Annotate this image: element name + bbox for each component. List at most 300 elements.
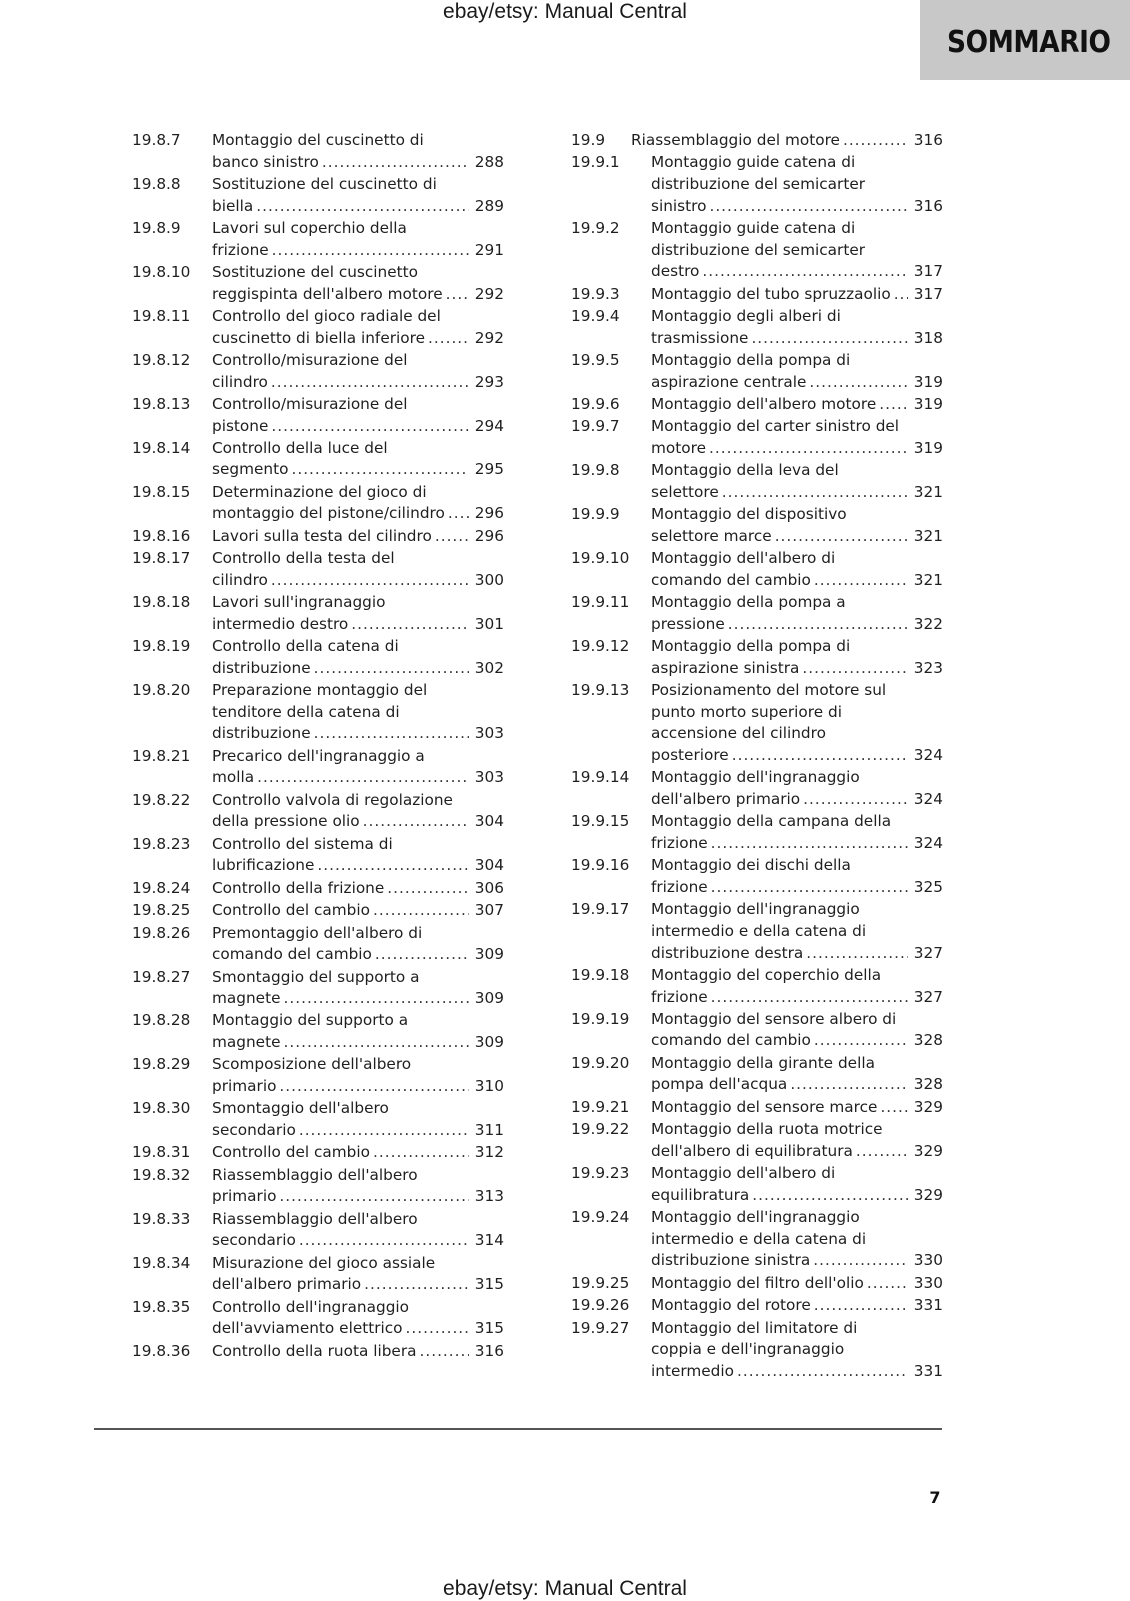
toc-entry-number: 19.9.27: [571, 1318, 630, 1337]
toc-entry-title-line: Montaggio della ruota motrice: [651, 1120, 883, 1139]
toc-entry[interactable]: [571, 855, 943, 898]
dot-leader: [257, 767, 469, 789]
toc-entry-title-line: comando del cambio: [212, 945, 372, 964]
toc-entry[interactable]: [132, 548, 504, 591]
toc-entry[interactable]: [571, 1097, 943, 1119]
toc-entry-page: 309: [474, 945, 504, 964]
dot-leader: [363, 811, 469, 833]
toc-entry-page: 292: [474, 284, 504, 303]
toc-entry[interactable]: [132, 262, 504, 305]
toc-entry[interactable]: [132, 1341, 504, 1363]
toc-entry-number: 19.8.28: [132, 1011, 191, 1030]
toc-entry-title-line: equilibratura: [651, 1185, 750, 1204]
toc-entry-number: 19.8.26: [132, 923, 191, 942]
toc-entry-number: 19.9.12: [571, 637, 630, 656]
toc-entry-page: 288: [474, 152, 504, 171]
toc-entry-title-line: Montaggio del sensore albero di: [651, 1009, 897, 1028]
toc-entry-title: [212, 1165, 504, 1208]
toc-entry[interactable]: [132, 174, 504, 217]
toc-entry-number: 19.8.16: [132, 526, 191, 545]
toc-entry-title-line: Montaggio della campana della: [651, 812, 892, 831]
toc-entry-page: 314: [474, 1231, 504, 1250]
toc-entry-title: [651, 1097, 943, 1119]
toc-entry-title: [651, 460, 943, 503]
toc-entry-title: [212, 548, 504, 591]
dot-leader: [814, 570, 908, 592]
toc-entry-title: [651, 218, 943, 283]
toc-entry[interactable]: [571, 218, 943, 283]
toc-entry[interactable]: [132, 350, 504, 393]
toc-entry[interactable]: [132, 1142, 504, 1164]
toc-entry-title-line: biella: [212, 196, 254, 215]
toc-entry-page: 315: [474, 1275, 504, 1294]
dot-leader: [271, 372, 469, 394]
toc-entry[interactable]: [132, 790, 504, 833]
toc-entry-title-line: Posizionamento del motore sul: [651, 681, 887, 700]
toc-entry-title-line: lubrificazione: [212, 856, 315, 875]
toc-entry-title-line: Montaggio dell'albero di: [651, 549, 836, 568]
toc-entry-number: 19.9.14: [571, 768, 630, 787]
toc-entry-title-line: cuscinetto di biella inferiore: [212, 328, 425, 347]
toc-entry-page: 294: [474, 416, 504, 435]
toc-entry-page: 309: [474, 1033, 504, 1052]
dot-leader: [880, 1097, 908, 1119]
toc-entry-title: [212, 967, 504, 1010]
toc-entry-page: 293: [474, 372, 504, 391]
toc-entry-title-line: distribuzione: [212, 658, 311, 677]
toc-entry-page: 329: [913, 1097, 943, 1116]
toc-entry-number: 19.9.3: [571, 284, 620, 303]
toc-entry-title-line: frizione: [651, 877, 708, 896]
toc-entry[interactable]: [132, 592, 504, 635]
toc-entry-title-line: Controllo valvola di regolazione: [212, 790, 453, 809]
toc-entry-number: 19.8.36: [132, 1341, 191, 1360]
toc-entry-page: 307: [474, 901, 504, 920]
dot-leader: [722, 482, 908, 504]
toc-entry[interactable]: [132, 834, 504, 877]
dot-leader: [299, 1230, 469, 1252]
toc-entry-title: [212, 1010, 504, 1053]
toc-entry[interactable]: [132, 394, 504, 437]
toc-entry-number: 19.8.22: [132, 790, 191, 809]
dot-leader: [291, 459, 469, 481]
toc-entry-page: 331: [913, 1296, 943, 1315]
toc-entry-title-line: Controllo dell'ingranaggio: [212, 1297, 410, 1316]
toc-entry-title-line: comando del cambio: [651, 570, 811, 589]
toc-entry[interactable]: [132, 1297, 504, 1340]
dot-leader: [856, 1141, 908, 1163]
dot-leader: [406, 1318, 469, 1340]
toc-entry-title: [212, 1054, 504, 1097]
toc-entry[interactable]: [132, 746, 504, 789]
toc-entry-title-line: Montaggio del carter sinistro del: [651, 417, 900, 436]
toc-entry-number: 19.8.18: [132, 593, 191, 612]
toc-entry-page: 295: [474, 460, 504, 479]
toc-entry-title-line: Controllo del sistema di: [212, 834, 393, 853]
dot-leader: [867, 1273, 908, 1295]
toc-entry-page: 306: [474, 878, 504, 897]
toc-entry-title-line: accensione del cilindro: [651, 724, 826, 743]
toc-entry-number: 19.9.26: [571, 1296, 630, 1315]
toc-entry[interactable]: [571, 767, 943, 810]
toc-entry[interactable]: [571, 416, 943, 459]
toc-entry-title-line: Montaggio degli alberi di: [651, 306, 841, 325]
toc-entry-title-line: Sostituzione del cuscinetto di: [212, 174, 437, 193]
toc-entry[interactable]: [571, 504, 943, 547]
toc-entry-title-line: secondario: [212, 1231, 296, 1250]
toc-entry-title-line: Montaggio del dispositivo: [651, 505, 847, 524]
dot-leader: [814, 1030, 908, 1052]
toc-entry-title: [212, 262, 504, 305]
toc-entry-title: [651, 1273, 943, 1295]
toc-entry-title-line: distribuzione del semicarter: [651, 240, 866, 259]
toc-entry-title-line: Sostituzione del cuscinetto: [212, 262, 419, 281]
toc-entry-title-line: Montaggio dell'albero motore: [651, 394, 877, 413]
toc-entry-title-line: Controllo del cambio: [212, 1143, 371, 1162]
toc-entry-number: 19.8.17: [132, 549, 191, 568]
dot-leader: [271, 570, 469, 592]
toc-entry-page: 329: [913, 1185, 943, 1204]
toc-entry-title-line: Montaggio guide catena di: [651, 153, 856, 172]
toc-entry-title-line: Controllo della ruota libera: [212, 1341, 417, 1360]
toc-entry-title: [212, 592, 504, 635]
toc-entry[interactable]: [132, 878, 504, 900]
toc-entry-title-line: banco sinistro: [212, 152, 319, 171]
toc-left-column: [132, 130, 504, 1363]
toc-entry-title-line: aspirazione centrale: [651, 372, 807, 391]
toc-entry-number: 19.8.19: [132, 637, 191, 656]
toc-entry-title: [651, 1207, 943, 1272]
toc-entry[interactable]: [132, 923, 504, 966]
toc-entry[interactable]: [132, 1209, 504, 1252]
toc-entry-title-line: selettore: [651, 482, 719, 501]
toc-entry-page: 303: [474, 724, 504, 743]
toc-entry[interactable]: [571, 284, 943, 306]
toc-entry[interactable]: [132, 218, 504, 261]
toc-entry-title: [212, 790, 504, 833]
toc-entry-title-line: Montaggio del limitatore di: [651, 1318, 858, 1337]
toc-entry[interactable]: [571, 1163, 943, 1206]
toc-entry-title: [651, 965, 943, 1008]
toc-entry[interactable]: [571, 965, 943, 1008]
dot-leader: [709, 196, 908, 218]
toc-entry-title: [651, 680, 943, 766]
toc-entry[interactable]: [132, 1010, 504, 1053]
toc-entry-page: 316: [913, 131, 943, 149]
dot-leader: [322, 152, 469, 174]
toc-entry-number: 19.8.10: [132, 262, 191, 281]
toc-entry[interactable]: [132, 438, 504, 481]
toc-entry-title-line: intermedio e della catena di: [651, 1229, 867, 1248]
toc-entry-title-line: dell'albero primario: [651, 789, 801, 808]
toc-entry-title: [631, 130, 943, 152]
toc-entry[interactable]: [132, 482, 504, 525]
toc-entry[interactable]: [132, 900, 504, 922]
section-title: SOMMARIO: [947, 24, 1111, 60]
toc-entry-title-line: Riassemblaggio dell'albero: [212, 1209, 418, 1228]
toc-entry-page: 328: [913, 1075, 943, 1094]
toc-entry-number: 19.8.24: [132, 878, 191, 897]
toc-entry-number: 19.8.25: [132, 901, 191, 920]
toc-entry-title-line: motore: [651, 438, 706, 457]
toc-entry-title-line: intermedio destro: [212, 614, 349, 633]
toc-entry-number: 19.9.6: [571, 394, 620, 413]
toc-entry-number: 19.9.15: [571, 812, 630, 831]
toc-entry-page: 296: [474, 526, 504, 545]
toc-entry[interactable]: [571, 1207, 943, 1272]
dot-leader: [802, 658, 908, 680]
toc-entry[interactable]: [132, 526, 504, 548]
toc-entry[interactable]: [132, 1098, 504, 1141]
dot-leader: [775, 526, 908, 548]
toc-entry-title: [212, 1209, 504, 1252]
toc-entry-title-line: trasmissione: [651, 328, 749, 347]
toc-entry-page: 309: [474, 989, 504, 1008]
toc-entry-title-line: pompa dell'acqua: [651, 1075, 788, 1094]
toc-entry[interactable]: [571, 1295, 943, 1317]
toc-entry-title-line: distribuzione del semicarter: [651, 174, 866, 193]
toc-entry-title-line: distribuzione destra: [651, 943, 804, 962]
toc-entry-title: [212, 130, 504, 173]
toc-entry-number: 19.8.34: [132, 1253, 191, 1272]
toc-entry-title-line: Montaggio del coperchio della: [651, 965, 882, 984]
dot-leader: [711, 877, 908, 899]
toc-entry-page: 324: [913, 745, 943, 764]
toc-entry-title-line: montaggio del pistone/cilindro: [212, 504, 445, 523]
toc-entry-title-line: comando del cambio: [651, 1031, 811, 1050]
toc-entry[interactable]: [571, 394, 943, 416]
toc-entry-number: 19.9.11: [571, 593, 630, 612]
toc-entry-title-line: intermedio: [651, 1361, 735, 1380]
toc-entry[interactable]: [571, 636, 943, 679]
toc-entry-title-line: Montaggio del tubo spruzzaolio: [651, 284, 891, 303]
toc-entry-title: [212, 923, 504, 966]
toc-entry-page: 317: [913, 284, 943, 303]
toc-entry[interactable]: [571, 1273, 943, 1295]
toc-entry-number: 19.9.4: [571, 306, 620, 325]
toc-entry-page: 319: [913, 394, 943, 413]
toc-entry[interactable]: [571, 592, 943, 635]
toc-entry-title-line: primario: [212, 1187, 277, 1206]
toc-entry-title: [212, 1341, 504, 1363]
toc-entry[interactable]: [571, 130, 943, 152]
toc-entry-number: 19.9.17: [571, 900, 630, 919]
toc-entry-title-line: dell'albero di equilibratura: [651, 1141, 853, 1160]
toc-entry-page: 302: [474, 658, 504, 677]
toc-entry-title-line: primario: [212, 1077, 277, 1096]
toc-entry-title-line: Montaggio della pompa di: [651, 637, 851, 656]
toc-entry[interactable]: [571, 811, 943, 854]
toc-entry-title-line: tenditore della catena di: [212, 702, 400, 721]
dot-leader: [751, 328, 908, 350]
toc-entry-page: 303: [474, 768, 504, 787]
dot-leader: [435, 526, 469, 548]
dot-leader: [809, 372, 908, 394]
toc-entry-page: 330: [913, 1251, 943, 1270]
toc-entry-page: 322: [913, 614, 943, 633]
toc-entry-page: 328: [913, 1031, 943, 1050]
toc-entry-title-line: distribuzione: [212, 724, 311, 743]
toc-entry-title: [651, 1295, 943, 1317]
toc-entry[interactable]: [132, 306, 504, 349]
toc-entry-number: 19.9.25: [571, 1273, 630, 1292]
toc-entry-page: 319: [913, 372, 943, 391]
toc-entry-title-line: distribuzione sinistra: [651, 1251, 811, 1270]
toc-entry-page: 323: [913, 658, 943, 677]
toc-entry[interactable]: [571, 1009, 943, 1052]
toc-entry[interactable]: [571, 306, 943, 349]
toc-entry-title-line: Montaggio guide catena di: [651, 218, 856, 237]
toc-entry-title-line: Lavori sul coperchio della: [212, 218, 407, 237]
toc-entry-title: [651, 394, 943, 416]
dot-leader: [879, 394, 908, 416]
page-number: 7: [929, 1488, 941, 1507]
dot-leader: [317, 855, 469, 877]
dot-leader: [314, 723, 469, 745]
toc-entry-title-line: Determinazione del gioco di: [212, 482, 427, 501]
dot-leader: [419, 1341, 469, 1363]
dot-leader: [271, 416, 469, 438]
toc-entry-title-line: Lavori sulla testa del cilindro: [212, 526, 432, 545]
toc-entry-number: 19.8.12: [132, 350, 191, 369]
toc-entry[interactable]: [132, 680, 504, 745]
toc-entry-number: 19.9.21: [571, 1097, 630, 1116]
toc-entry-title-line: sinistro: [651, 196, 707, 215]
toc-entry-page: 325: [913, 877, 943, 896]
toc-entry-title: [212, 1142, 504, 1164]
toc-entry-page: 304: [474, 812, 504, 831]
toc-entry-title-line: Montaggio del sensore marce: [651, 1097, 878, 1116]
toc-entry[interactable]: [132, 1253, 504, 1296]
toc-entry-title-line: Montaggio del supporto a: [212, 1011, 409, 1030]
toc-entry-title-line: Controllo/misurazione del: [212, 350, 408, 369]
toc-entry-page: 292: [474, 328, 504, 347]
toc-entry-title-line: Premontaggio dell'albero di: [212, 923, 423, 942]
toc-entry-page: 300: [474, 570, 504, 589]
toc-entry-page: 312: [474, 1143, 504, 1162]
toc-entry-number: 19.8.23: [132, 834, 191, 853]
toc-entry[interactable]: [132, 1054, 504, 1097]
toc-entry-number: 19.9.16: [571, 856, 630, 875]
watermark-bottom: ebay/etsy: Manual Central: [443, 1577, 687, 1600]
toc-entry-number: 19.8.29: [132, 1055, 191, 1074]
toc-entry-title-line: cilindro: [212, 372, 268, 391]
dot-leader: [711, 987, 908, 1009]
toc-entry-title-line: Montaggio dell'ingranaggio: [651, 768, 860, 787]
toc-entry-page: 316: [913, 196, 943, 215]
toc-entry-page: 296: [474, 504, 504, 523]
toc-entry[interactable]: [132, 1165, 504, 1208]
toc-entry-number: 19.8.30: [132, 1099, 191, 1118]
toc-entry-title-line: Scomposizione dell'albero: [212, 1055, 412, 1074]
toc-entry-title-line: Lavori sull'ingranaggio: [212, 593, 386, 612]
dot-leader: [373, 1142, 469, 1164]
toc-entry-number: 19.8.9: [132, 218, 181, 237]
toc-entry-title-line: Riassemblaggio del motore: [631, 131, 840, 149]
dot-leader: [272, 240, 469, 262]
toc-entry-title-line: della pressione olio: [212, 812, 360, 831]
toc-entry[interactable]: [132, 130, 504, 173]
toc-entry-page: 316: [474, 1341, 504, 1360]
toc-entry[interactable]: [571, 1053, 943, 1096]
toc-entry-page: 301: [474, 614, 504, 633]
dot-leader: [728, 614, 908, 636]
toc-entry-title-line: frizione: [651, 987, 708, 1006]
toc-entry-title: [212, 306, 504, 349]
toc-right-column: [571, 130, 943, 1383]
toc-entry[interactable]: [571, 1318, 943, 1383]
toc-entry-number: 19.9.5: [571, 350, 620, 369]
dot-leader: [373, 900, 469, 922]
toc-entry-title: [212, 834, 504, 877]
dot-leader: [279, 1076, 469, 1098]
toc-entry-number: 19.9.2: [571, 218, 620, 237]
toc-entry-number: 19.8.31: [132, 1143, 191, 1162]
toc-entry-number: 19.9.13: [571, 681, 630, 700]
toc-entry[interactable]: [571, 899, 943, 964]
toc-entry-number: 19.8.14: [132, 438, 191, 457]
toc-entry-page: 329: [913, 1141, 943, 1160]
toc-entry-page: 324: [913, 789, 943, 808]
toc-entry-number: 19.8.8: [132, 174, 181, 193]
toc-entry-title-line: Montaggio della girante della: [651, 1053, 875, 1072]
toc-entry[interactable]: [571, 152, 943, 217]
dot-leader: [448, 503, 469, 525]
toc-entry-title-line: Smontaggio del supporto a: [212, 967, 420, 986]
toc-entry-page: 315: [474, 1319, 504, 1338]
toc-entry-title-line: frizione: [651, 833, 708, 852]
toc-entry[interactable]: [571, 680, 943, 766]
dot-leader: [843, 130, 908, 152]
toc-entry-title-line: Montaggio del cuscinetto di: [212, 131, 424, 149]
toc-entry-page: 291: [474, 240, 504, 259]
toc-entry-title-line: dell'avviamento elettrico: [212, 1319, 403, 1338]
toc-entry-page: 324: [913, 833, 943, 852]
toc-entry-page: 311: [474, 1121, 504, 1140]
dot-leader: [375, 944, 469, 966]
toc-entry[interactable]: [571, 548, 943, 591]
dot-leader: [709, 438, 908, 460]
toc-entry-page: 321: [913, 482, 943, 501]
toc-entry-title: [212, 636, 504, 679]
toc-entry-number: 19.9.22: [571, 1120, 630, 1139]
toc-entry[interactable]: [571, 460, 943, 503]
toc-entry-title: [212, 1297, 504, 1340]
dot-leader: [752, 1185, 908, 1207]
toc-entry-title: [651, 152, 943, 217]
toc-entry-title: [212, 350, 504, 393]
toc-entry[interactable]: [571, 1119, 943, 1162]
toc-entry-number: 19.9.24: [571, 1208, 630, 1227]
toc-entry-title: [651, 504, 943, 547]
toc-entry-number: 19.8.32: [132, 1165, 191, 1184]
dot-leader: [814, 1295, 908, 1317]
dot-leader: [732, 745, 908, 767]
toc-entry[interactable]: [571, 350, 943, 393]
toc-entry-page: 317: [913, 262, 943, 281]
toc-entry[interactable]: [132, 636, 504, 679]
toc-entry[interactable]: [132, 967, 504, 1010]
dot-leader: [364, 1274, 469, 1296]
toc-entry-number: 19.9.19: [571, 1009, 630, 1028]
toc-entry-title-line: reggispinta dell'albero motore: [212, 284, 443, 303]
toc-entry-number: 19.9.9: [571, 505, 620, 524]
dot-leader: [299, 1120, 469, 1142]
toc-entry-title-line: secondario: [212, 1121, 296, 1140]
toc-entry-title-line: Riassemblaggio dell'albero: [212, 1165, 418, 1184]
dot-leader: [387, 878, 469, 900]
toc-entry-title-line: Montaggio della pompa a: [651, 593, 846, 612]
